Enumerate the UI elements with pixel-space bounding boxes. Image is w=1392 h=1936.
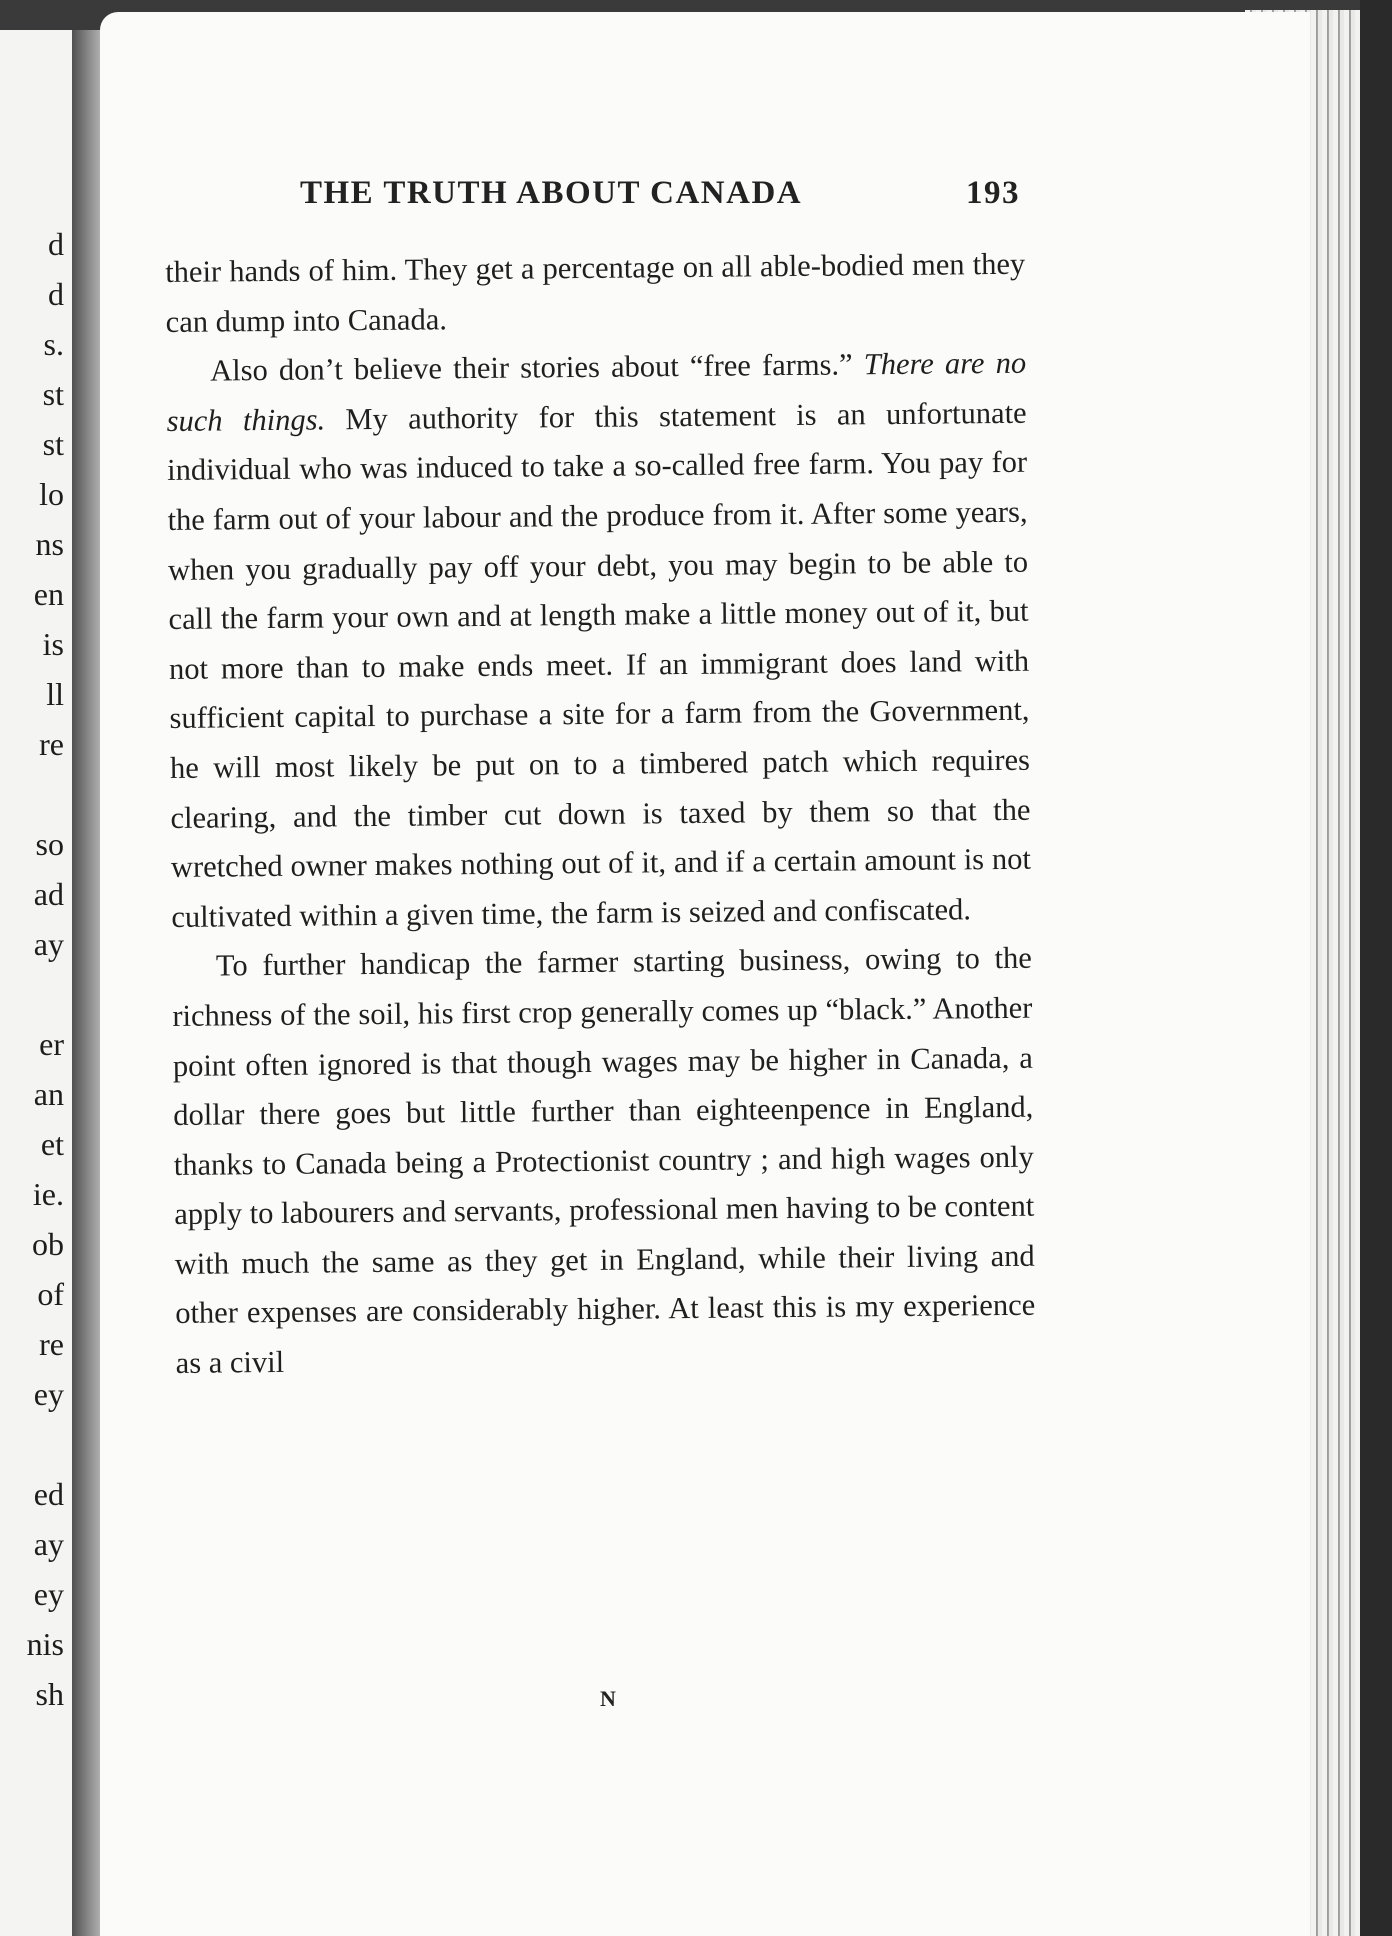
left-line-fragment: sh [35,1676,64,1712]
left-line-fragment: an [33,1076,64,1112]
left-line-fragment: ey [33,1576,64,1612]
left-line-fragment: ay [33,926,64,962]
paragraph [165,240,1026,347]
left-line-fragment: ns [35,526,64,562]
paragraph-text: My authority for this statement is an unfortunate individual who was induced to take a so-called free farm. You pay for the farm out of your labour and the produce from it. After some years, when you gradually pay off your debt, you may begin to be able to call the farm your own and at length make a little money out of it, but not more than to make ends meet. If an immigrant does land with sufficient capital to purchase a site for a farm from the Government, he will most likely be put on to a timbered patch which requires clearing, and the timber cut down is taxed by them so that the wretched owner makes nothing out of it, and if a certain amount is not cultivated within a given time, the farm is seized and confiscated. [166,395,1032,934]
paragraph [172,934,1036,1389]
left-line-fragment: ie. [32,1176,64,1212]
left-line-fragment: d [48,276,64,312]
left-line-fragment: s. [43,326,64,362]
paragraph-text: To further handicap the farmer starting business, owing to the richness of the soil, his first crop generally comes up “black.” Another point often ignored is that though wages may be higher in Canada, a dollar there goes but little further than eighteenpence in England, thanks to Canada being a Protectionist country ; and high wages only apply to labourers and servants, professional men having to be content with much the same as they get in England, while their living and other expenses are considerably higher. At least this is my experience as a civil [172,941,1036,1381]
left-line-fragment: nis [26,1626,64,1662]
left-line-fragment: ay [33,1526,64,1562]
left-line-fragment: ey [33,1376,64,1412]
left-line-fragment: d [48,226,64,262]
page-number: 193 [966,175,1020,211]
left-line-fragment: is [42,626,64,662]
running-title: THE TRUTH ABOUT CANADA [300,175,803,211]
left-line-fragment: ob [32,1226,64,1262]
left-line-fragment: of [37,1276,64,1312]
background-edge [1360,0,1392,1936]
left-line-fragment: ll [46,676,64,712]
left-line-fragment: st [42,426,64,462]
left-line-fragment: lo [39,476,64,512]
left-line-fragment: en [33,576,64,612]
signature-mark: N [600,1686,616,1711]
left-line-fragment: re [39,1326,64,1362]
left-facing-page [0,30,72,1936]
paragraph-text: their hands of him. They get a percentage on all able-bodied men they can dump into Canada. [165,246,1026,339]
paragraph [166,339,1032,942]
paragraph-text: Also don’t believe their stories about “free farms.” [210,347,864,388]
page-body [165,240,1036,1389]
left-line-fragment: re [39,726,64,762]
left-line-fragment: ad [33,876,64,912]
left-line-fragment: ed [33,1476,64,1512]
left-line-fragment: so [35,826,64,862]
left-line-fragment: et [40,1126,64,1162]
italic-emphasis: There are no such things. [166,345,1027,438]
left-line-fragment: st [42,376,64,412]
left-line-fragment: er [39,1026,64,1062]
